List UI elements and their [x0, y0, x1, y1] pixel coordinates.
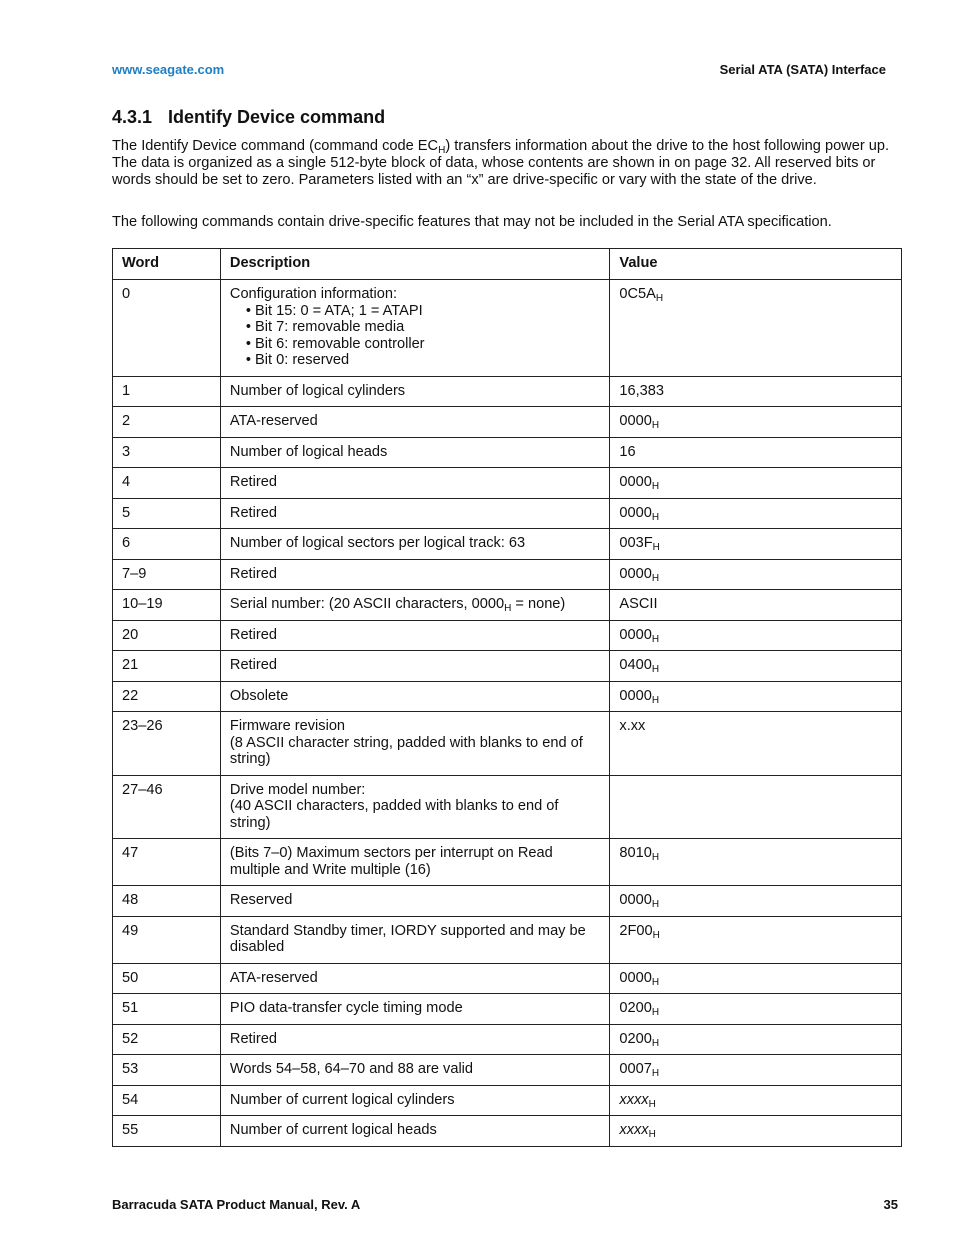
table-row	[113, 1085, 902, 1116]
value-cell	[610, 498, 902, 529]
word-cell: 52	[113, 1024, 221, 1055]
value-text: 0000	[619, 892, 652, 908]
table-row	[113, 280, 902, 377]
word-cell: 27–46	[113, 775, 221, 839]
value-subscript: H	[651, 481, 660, 492]
intro-text-end: ) transfers information about the drive to the host following power up. The data is organized as a single 512-byte block of data, whose contents are shown in on page 32. All reserved bits or words should be set to zero. Parameters listed with an “x” are drive-specific or vary with the state of the drive.	[112, 138, 890, 188]
intro-paragraph	[112, 138, 902, 189]
intro-text-start: The Identify Device command (command code EC	[112, 138, 439, 154]
table-row	[113, 916, 902, 963]
description-cell: Standard Standby timer, IORDY supported and may be disabled	[220, 916, 609, 963]
description-text: Serial number: (20 ASCII characters, 0000	[229, 596, 505, 612]
description-text: Configuration information:	[229, 286, 398, 302]
value-cell	[610, 1024, 902, 1055]
description-cell: Number of current logical heads	[220, 1116, 609, 1147]
description-cell: Drive model number: (40 ASCII characters, padded with blanks to end of string)	[220, 775, 609, 839]
value-cell	[610, 775, 902, 839]
value-text: 0200	[619, 1000, 652, 1016]
word-cell: 22	[113, 681, 221, 712]
description-subscript: H	[504, 603, 512, 614]
description-cell: Retired	[220, 1024, 609, 1055]
description-cell: ATA-reserved	[220, 963, 609, 994]
table-row	[113, 651, 902, 682]
description-cell: Number of current logical cylinders	[220, 1085, 609, 1116]
word-cell: 23–26	[113, 712, 221, 776]
description-cell: Retired	[220, 559, 609, 590]
value-text: 0000	[619, 474, 652, 490]
table-row	[113, 590, 902, 621]
identify-device-table	[112, 248, 902, 1147]
value-cell	[610, 620, 902, 651]
word-cell: 51	[113, 994, 221, 1025]
footer-page-number: 35	[883, 1197, 898, 1212]
value-subscript: H	[652, 542, 660, 553]
description-cell	[220, 590, 609, 621]
value-text: 0400	[619, 657, 652, 673]
value-text: xxxx	[619, 1122, 649, 1138]
column-header-value: Value	[610, 249, 902, 280]
description-cell: Firmware revision (8 ASCII character string, padded with blanks to end of string)	[220, 712, 609, 776]
value-text: 16,383	[619, 382, 665, 399]
value-text: 003F	[619, 535, 653, 551]
value-cell	[610, 376, 902, 407]
value-subscript: H	[651, 1037, 660, 1049]
value-subscript: H	[651, 899, 660, 910]
value-cell	[610, 651, 902, 682]
value-text: 0200	[619, 1030, 652, 1047]
value-cell	[610, 839, 902, 886]
table-row	[113, 559, 902, 590]
value-text: 0000	[619, 626, 652, 643]
word-cell: 5	[113, 498, 221, 529]
table-row	[113, 963, 902, 994]
table-row	[113, 498, 902, 529]
table-row	[113, 1024, 902, 1055]
table-row	[113, 376, 902, 407]
word-cell: 48	[113, 886, 221, 917]
description-cell: Retired	[220, 651, 609, 682]
value-subscript: H	[651, 976, 660, 988]
value-cell: ASCII	[610, 590, 902, 621]
value-subscript: H	[651, 664, 660, 675]
word-cell: 49	[113, 916, 221, 963]
word-cell: 2	[113, 407, 221, 438]
value-text: 8010	[619, 845, 652, 861]
word-cell: 6	[113, 529, 221, 560]
column-header-description: Description	[220, 249, 609, 280]
word-cell: 0	[113, 280, 221, 377]
value-text: x.xx	[619, 718, 646, 734]
value-text: 0007	[619, 1061, 652, 1077]
section-title: Identify Device command	[168, 107, 386, 127]
value-cell	[610, 712, 902, 776]
value-cell	[610, 1055, 902, 1086]
value-cell	[610, 1116, 902, 1147]
value-subscript: H	[651, 852, 660, 863]
value-cell	[610, 280, 902, 377]
footer-manual-title: Barracuda SATA Product Manual, Rev. A	[112, 1197, 361, 1212]
value-cell	[610, 916, 902, 963]
table-row	[113, 681, 902, 712]
word-cell: 50	[113, 963, 221, 994]
table-row	[113, 839, 902, 886]
value-subscript: H	[655, 293, 664, 304]
value-cell	[610, 407, 902, 438]
description-cell: Number of logical heads	[220, 437, 609, 468]
table-row	[113, 712, 902, 776]
value-cell	[610, 1085, 902, 1116]
value-text: 0000	[619, 413, 652, 429]
word-cell: 1	[113, 376, 221, 407]
intro-subscript: H	[438, 145, 446, 156]
value-subscript: H	[651, 420, 660, 431]
description-cell: Retired	[220, 620, 609, 651]
header-website-link[interactable]: www.seagate.com	[112, 62, 225, 77]
word-cell: 7–9	[113, 559, 221, 590]
value-cell	[610, 468, 902, 499]
table-row	[113, 1116, 902, 1147]
value-cell	[610, 963, 902, 994]
value-text: 0000	[619, 565, 652, 582]
table-row	[113, 775, 902, 839]
description-cell: Retired	[220, 498, 609, 529]
description-cell: Number of logical cylinders	[220, 376, 609, 407]
table-row	[113, 886, 902, 917]
value-subscript: H	[651, 694, 660, 706]
value-text: 0000	[619, 969, 652, 986]
column-header-word: Word	[113, 249, 221, 280]
list-item: • Bit 0: reserved	[246, 352, 600, 369]
table-row	[113, 994, 902, 1025]
value-text: 2F00	[619, 922, 653, 939]
table-row	[113, 1055, 902, 1086]
description-cell: ATA-reserved	[220, 407, 609, 438]
description-cell: PIO data-transfer cycle timing mode	[220, 994, 609, 1025]
description-cell: (Bits 7–0) Maximum sectors per interrupt on Read multiple and Write multiple (16)	[220, 839, 609, 886]
description-cell: Reserved	[220, 886, 609, 917]
value-text: xxxx	[619, 1091, 649, 1108]
description-text: = none)	[511, 596, 566, 612]
table-header-row	[113, 249, 902, 280]
word-cell: 53	[113, 1055, 221, 1086]
word-cell: 47	[113, 839, 221, 886]
value-subscript: H	[651, 633, 660, 645]
value-cell	[610, 886, 902, 917]
value-text: 0000	[619, 504, 652, 521]
value-text: 0C5A	[619, 286, 656, 302]
list-item: • Bit 7: removable media	[246, 319, 600, 336]
value-text: 0000	[619, 687, 652, 704]
word-cell: 21	[113, 651, 221, 682]
value-subscript: H	[651, 1068, 660, 1079]
word-cell: 3	[113, 437, 221, 468]
value-cell	[610, 437, 902, 468]
value-subscript: H	[651, 1007, 660, 1018]
value-cell	[610, 559, 902, 590]
table-row	[113, 407, 902, 438]
description-cell: Number of logical sectors per logical track: 63	[220, 529, 609, 560]
section-heading	[112, 107, 385, 128]
value-cell	[610, 994, 902, 1025]
word-cell: 4	[113, 468, 221, 499]
list-item: • Bit 6: removable controller	[246, 336, 600, 353]
value-subscript: H	[652, 929, 660, 941]
word-cell: 10–19	[113, 590, 221, 621]
table-row	[113, 620, 902, 651]
word-cell: 20	[113, 620, 221, 651]
value-subscript: H	[651, 511, 660, 523]
value-cell	[610, 529, 902, 560]
word-cell: 54	[113, 1085, 221, 1116]
description-cell: Obsolete	[220, 681, 609, 712]
table-row	[113, 468, 902, 499]
value-subscript: H	[651, 572, 660, 584]
bit-list	[230, 303, 600, 369]
table-row	[113, 529, 902, 560]
header-document-title: Serial ATA (SATA) Interface	[719, 62, 886, 77]
table-row	[113, 437, 902, 468]
description-cell	[220, 280, 609, 377]
value-text: 16	[619, 443, 636, 460]
section-number: 4.3.1	[112, 107, 153, 127]
value-subscript: H	[648, 1129, 656, 1140]
value-subscript: H	[648, 1098, 656, 1110]
list-item: • Bit 15: 0 = ATA; 1 = ATAPI	[246, 303, 600, 320]
features-paragraph: The following commands contain drive-specific features that may not be included in the Serial ATA specification.	[112, 214, 832, 230]
description-cell: Retired	[220, 468, 609, 499]
word-cell: 55	[113, 1116, 221, 1147]
description-cell: Words 54–58, 64–70 and 88 are valid	[220, 1055, 609, 1086]
value-cell	[610, 681, 902, 712]
